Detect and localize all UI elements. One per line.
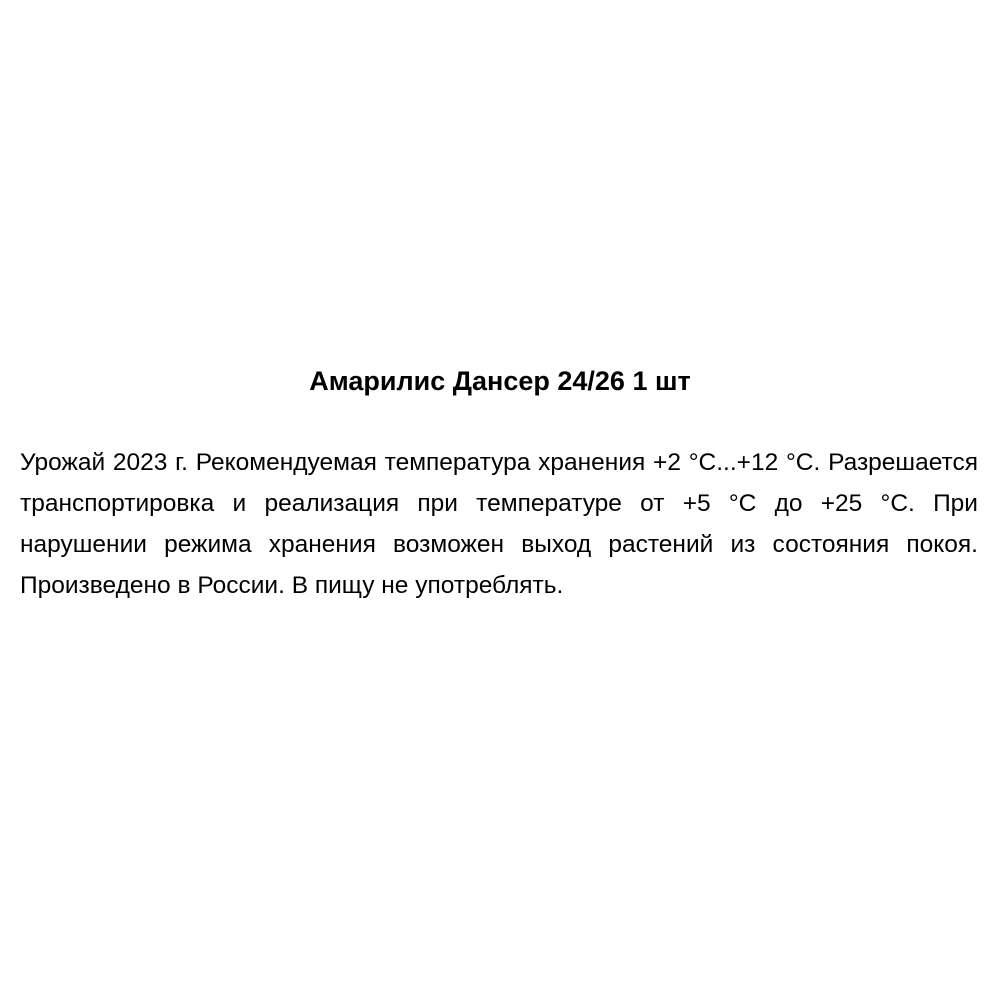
product-description: Урожай 2023 г. Рекомендуемая температура хранения +2 °С...+12 °С. Разрешается транспортировка и реализация при температуре от +5 °С до +25 °С. При нарушении режима хранения возможен выход растений из состояния покоя. Произведено в России. В пищу не употреблять. <box>20 449 978 599</box>
product-title: Амарилис Дансер 24/26 1 шт <box>309 366 691 396</box>
